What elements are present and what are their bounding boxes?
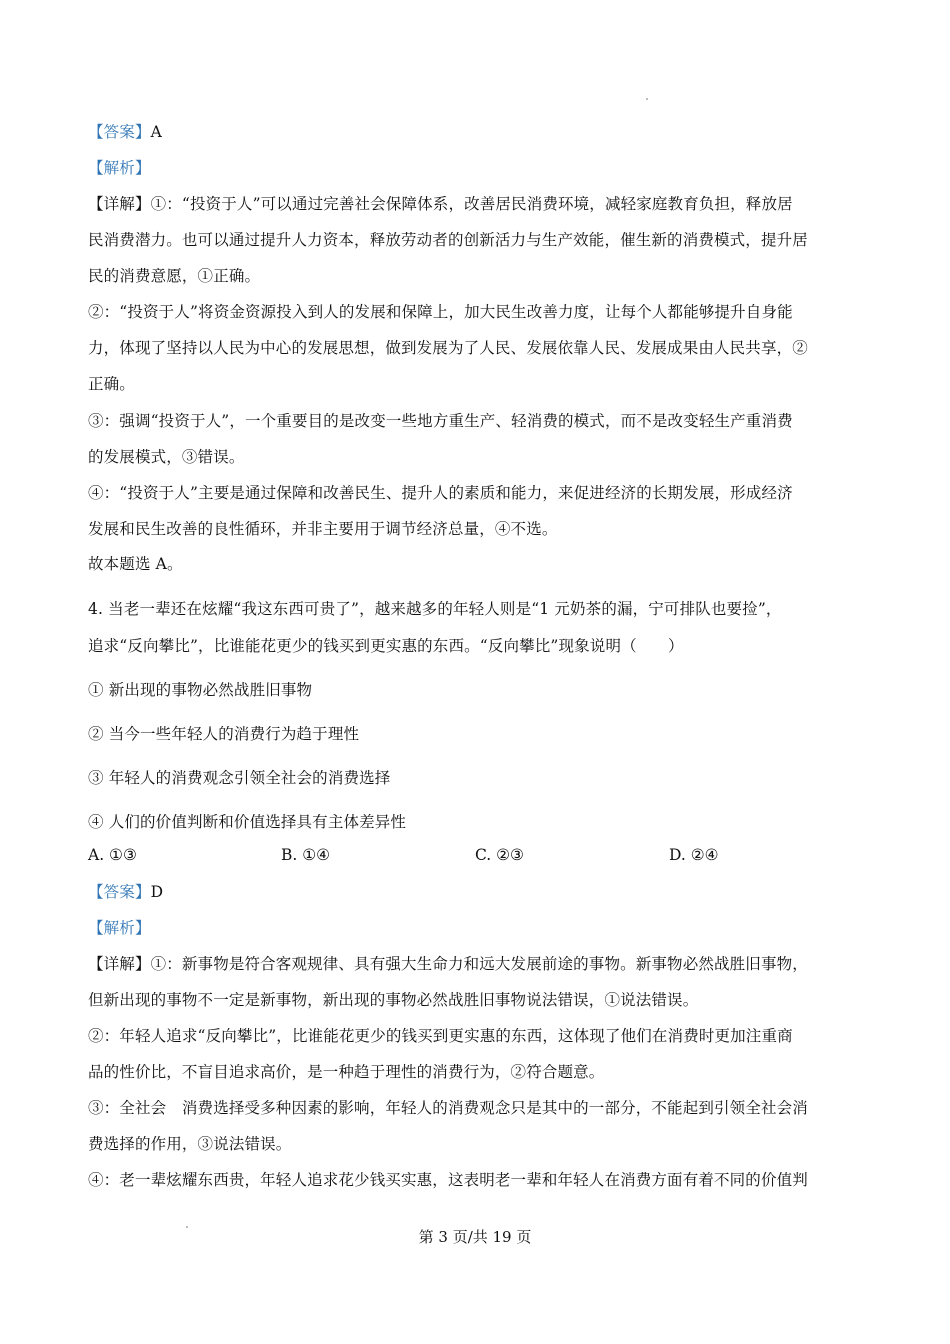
paragraph-text: ①：新事物是符合客观规律、具有强大生命力和远大发展前途的事物。新事物必然战胜旧事物， xyxy=(150,955,808,973)
paragraph-line: ②：“投资于人”将资金资源投入到人的发展和保障上，加大民生改善力度，让每个人都能够提升自身能 xyxy=(88,303,793,321)
paragraph-line: ③：强调“投资于人”，一个重要目的是改变一些地方重生产、轻消费的模式，而不是改变轻生产重消费 xyxy=(88,412,793,430)
answer-value: D xyxy=(150,883,164,901)
answer-tag: 【答案】 xyxy=(88,123,151,141)
analysis-tag: 【解析】 xyxy=(88,159,151,177)
option-b: B. ①④ xyxy=(281,846,331,864)
q4-analysis-line xyxy=(88,918,858,938)
paragraph-line: ④：“投资于人”主要是通过保障和改善民生、提升人的素质和能力，来促进经济的长期发展，形成经济 xyxy=(88,484,793,502)
question-stem-line: 追求“反向攀比”，比谁能花更少的钱买到更实惠的东西。“反向攀比”现象说明（ ） xyxy=(88,637,684,655)
paragraph-text: ①：“投资于人”可以通过完善社会保障体系，改善居民消费环境，减轻家庭教育负担，释放居 xyxy=(150,195,793,213)
scan-mark xyxy=(646,98,648,100)
paragraph-line: 但新出现的事物不一定是新事物，新出现的事物必然战胜旧事物说法错误，①说法错误。 xyxy=(88,991,699,1009)
paragraph-line: 力，体现了坚持以人民为中心的发展思想，做到发展为了人民、发展依靠人民、发展成果由人民共享，② xyxy=(88,339,808,357)
paragraph-line: 民消费潜力。也可以通过提升人力资本，释放劳动者的创新活力与生产效能，催生新的消费模式，提升居 xyxy=(88,231,808,249)
paragraph-line: ③：全社会 消费选择受多种因素的影响，年轻人的消费观念只是其中的一部分，不能起到引领全社会消 xyxy=(88,1099,808,1117)
paragraph-line: 民的消费意愿，①正确。 xyxy=(88,267,261,285)
paragraph-line: ④：老一辈炫耀东西贵，年轻人追求花少钱买实惠，这表明老一辈和年轻人在消费方面有着不同的价值判 xyxy=(88,1171,808,1189)
answer-tag: 【答案】 xyxy=(88,883,151,901)
question-stem-line: 4. 当老一辈还在炫耀“我这东西可贵了”，越来越多的年轻人则是“1 元奶茶的漏，宁可排队也要捡”， xyxy=(88,600,782,618)
option-a: A. ①③ xyxy=(88,846,137,864)
option-c: C. ②③ xyxy=(475,846,524,864)
answer-value: A xyxy=(150,123,162,141)
q3-detail-line xyxy=(88,194,858,214)
q3-answer-line xyxy=(88,122,858,142)
paragraph-line: 发展和民生改善的良性循环，并非主要用于调节经济总量，④不选。 xyxy=(88,520,558,538)
option-d: D. ②④ xyxy=(669,846,719,864)
statement-item: ② 当今一些年轻人的消费行为趋于理性 xyxy=(88,725,360,743)
paragraph-line: 费选择的作用，③说法错误。 xyxy=(88,1135,292,1153)
paragraph-line: 品的性价比，不盲目追求高价，是一种趋于理性的消费行为，②符合题意。 xyxy=(88,1063,605,1081)
conclusion-line: 故本题选 A。 xyxy=(88,555,183,573)
paragraph-line: ②：年轻人追求“反向攀比”，比谁能花更少的钱买到更实惠的东西，这体现了他们在消费时更加注重商 xyxy=(88,1027,793,1045)
statement-item: ① 新出现的事物必然战胜旧事物 xyxy=(88,681,313,699)
statement-item: ③ 年轻人的消费观念引领全社会的消费选择 xyxy=(88,769,391,787)
q4-answer-line xyxy=(88,882,858,902)
detail-tag: 【详解】 xyxy=(88,195,151,213)
statement-item: ④ 人们的价值判断和价值选择具有主体差异性 xyxy=(88,813,407,831)
q4-detail-line xyxy=(88,954,858,974)
page-footer: 第 3 页/共 19 页 xyxy=(418,1228,532,1246)
detail-tag: 【详解】 xyxy=(88,955,151,973)
paragraph-line: 正确。 xyxy=(88,375,135,393)
q3-analysis-line xyxy=(88,158,858,178)
paragraph-line: 的发展模式，③错误。 xyxy=(88,448,245,466)
analysis-tag: 【解析】 xyxy=(88,919,151,937)
